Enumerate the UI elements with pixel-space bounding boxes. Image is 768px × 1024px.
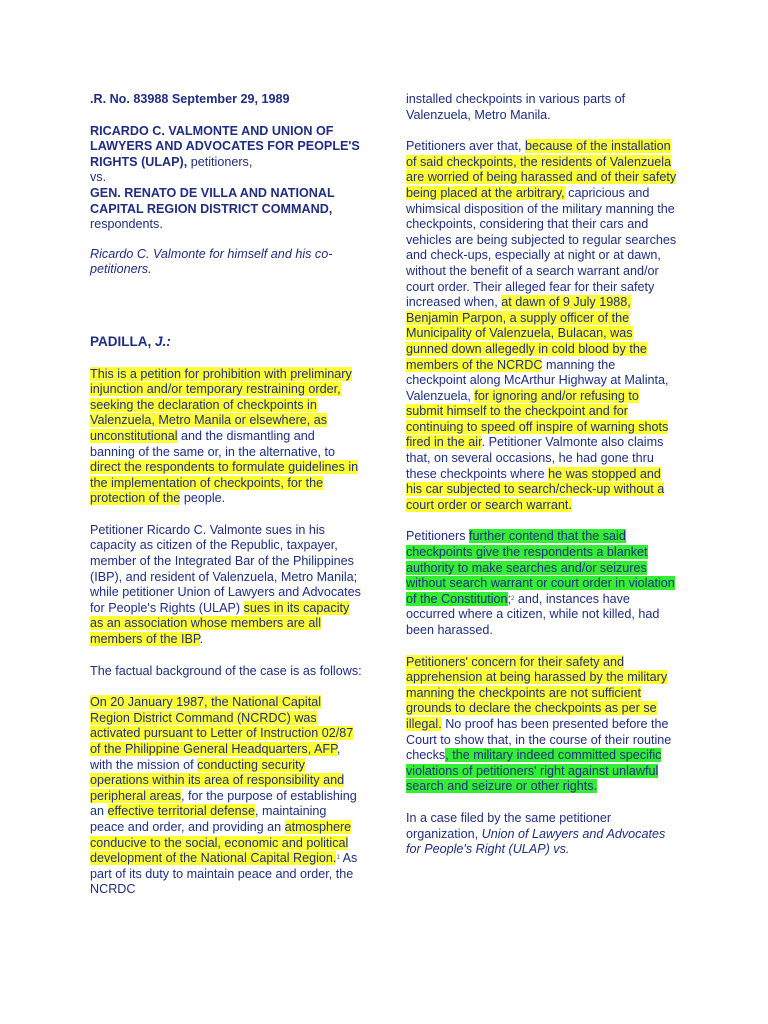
ponente (90, 334, 362, 350)
case-number: .R. No. 83988 September 29, 1989 (90, 92, 290, 106)
highlight-yellow: for ignoring and/or refusing to submit himself to the checkpoint and for continuing to speed off inspire of warning shots fired in the air (406, 388, 669, 450)
case-parties (90, 124, 362, 233)
highlight-yellow: This is a petition for prohibition with preliminary injunction and/or temporary restraining order, seeking the declaration of checkpoints in Valenzuela, Metro Manila or elsewhere, as unconstitutional (90, 366, 352, 443)
paragraph: installed checkpoints in various parts of Valenzuela, Metro Manila. (406, 92, 626, 122)
highlight-yellow: conducting security operations within its area of responsibility and peripheral areas (90, 757, 345, 803)
highlight-yellow: at dawn of 9 July 1988, Benjamin Parpon, a supply officer of the Municipality of Valenzuela, Bulacan, was gunned down allegedly in cold blood by the members of the NCRDC (406, 295, 647, 372)
text-run: people. (180, 491, 226, 506)
paragraph (406, 655, 678, 795)
text-run: Petitioners (406, 529, 469, 544)
text-run: As part of its duty to maintain peace and order, the NCRDC (90, 851, 358, 897)
left-column (90, 92, 362, 914)
footnote-ref: 2 (511, 595, 515, 602)
paragraph (406, 811, 678, 858)
paragraph (406, 529, 678, 638)
text-run: Petitioner Ricardo C. Valmonte sues in his capacity as citizen of the Republic, taxpayer, member of the Integrated Bar of the Philippines (IBP), and resident of Valenzuela, Metro Manila; while petitioner Union of Lawyers and Advocates for People's Rights (ULAP) (90, 522, 361, 615)
highlight-green: further contend that the said checkpoints give the respondents a blanket authority to make searches and/or seizures without search warrant or court order in violation of the Constitution (406, 529, 675, 606)
respondents-names: GEN. RENATO DE VILLA AND NATIONAL CAPITAL REGION DISTRICT COMMAND, (90, 185, 335, 216)
case-citation: Union of Lawyers and Advocates for People's Right (ULAP) vs. (406, 826, 666, 857)
paragraph (90, 367, 362, 507)
text-run: . (199, 632, 204, 647)
text-run: and the dismantling and banning of the same or, in the alternative, to (90, 428, 336, 459)
text-run: In a case filed by the same petitioner organization, (406, 810, 612, 841)
highlight-green: , the military indeed committed specific violations of petitioners' right against unlawful search and seizure or other rights. (406, 748, 662, 794)
highlight-yellow: sues in its capacity as an association whose members are all members of the IBP (90, 600, 350, 647)
highlight-yellow: On 20 January 1987, the National Capital Region District Command (NCRDC) was activated pursuant to Letter of Instruction 02/87 of the Philippine General Headquarters, AFP (90, 695, 354, 756)
text-run: No proof has been presented before the Court to show that, in the course of their routine checks (406, 716, 672, 763)
paragraph (90, 523, 362, 648)
paragraph (406, 139, 678, 513)
paragraph: The factual background of the case is as follows: (90, 663, 362, 678)
footnote-ref: 1 (336, 855, 340, 862)
petitioners-role: petitioners, (187, 154, 253, 169)
counsel-line: Ricardo C. Valmonte for himself and his co-petitioners. (90, 246, 333, 277)
text-run: . Petitioner Valmonte also claims that, on several occasions, he had gone thru these checkpoints where (406, 435, 664, 481)
highlight-yellow: direct the respondents to formulate guidelines in the implementation of checkpoints, for the protection of the (90, 460, 359, 506)
petitioners-names: RICARDO C. VALMONTE AND UNION OF LAWYERS AND ADVOCATES FOR PEOPLE'S RIGHTS (ULAP), (90, 123, 360, 169)
highlight-yellow: Petitioners' concern for their safety and apprehension at being harassed by the military manning the checkpoints are not sufficient grounds to declare the checkpoints as per se illegal. (406, 654, 668, 731)
text-run: ; (507, 591, 512, 606)
text-run: and, instances have occurred where a citizen, while not killed, had been harassed. (406, 591, 660, 637)
text-run: Petitioners aver that, (406, 139, 526, 154)
right-column (406, 92, 678, 874)
highlight-yellow: atmosphere conducive to the social, economic and political development of the National Capital Region. (90, 819, 352, 866)
respondents-role: respondents. (90, 217, 163, 232)
text-run: manning the checkpoint along McArthur Highway at Malinta, Valenzuela, (406, 357, 669, 403)
ponente-title: J.: (155, 333, 171, 349)
paragraph (90, 695, 362, 898)
highlight-yellow: because of the installation of said checkpoints, the residents of Valenzuela are worried of being harassed and of their safety being placed at the arbitrary, (406, 139, 677, 200)
versus: vs. (90, 170, 107, 185)
text-run: capricious and whimsical disposition of the military manning the checkpoints, considering that their cars and vehicles are being subjected to regular searches and check-ups, especially at night or at dawn, without the benefit of a search warrant and/or court order. Their alleged fear for their safety increased when, (406, 185, 677, 310)
highlight-yellow: effective territorial defense (107, 804, 255, 819)
text-run: , for the purpose of establishing an (90, 788, 357, 819)
text-run: , maintaining peace and order, and providing an (90, 804, 327, 834)
highlight-yellow: he was stopped and his car subjected to search/check-up without a court order or search warrant. (406, 466, 665, 512)
text-run: , with the mission of (90, 742, 341, 772)
ponente-name: PADILLA, (90, 333, 155, 349)
